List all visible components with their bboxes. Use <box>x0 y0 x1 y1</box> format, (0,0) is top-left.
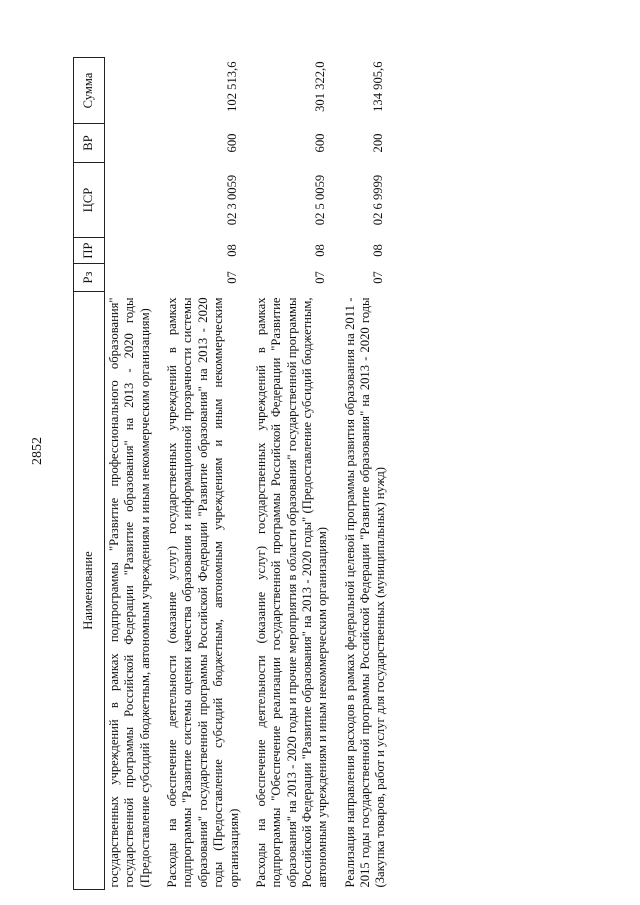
header-pr: ПР <box>74 238 105 264</box>
table-row <box>337 58 395 890</box>
header-csr: ЦСР <box>74 163 105 238</box>
row-rz: 07 <box>313 271 328 284</box>
header-name: Наименование <box>74 292 105 890</box>
table-row <box>248 58 337 890</box>
row-name: Расходы на обеспечение деятельности (оказание услуг) государственных учреждений в рамках подпрограммы "Обеспечение реализации государственной программы Российской Федерации "Развитие образования" на 2013 - 2020 годы и прочие мероприятия в области образования" государственной программы Российской Федерации "Развитие образования" на 2013 - 2020 годы" (Предоставление субсидий бюджетным, автономным учреждениям и иным некоммерческим организациям) <box>253 297 330 888</box>
row-vr: 200 <box>371 133 386 153</box>
row-pr: 08 <box>224 244 239 257</box>
row-sum: 134 905,6 <box>371 61 386 112</box>
header-sum: Сумма <box>74 58 105 124</box>
rotated-page-content <box>73 58 580 890</box>
row-sum: 102 513,6 <box>224 61 239 112</box>
row-pr: 08 <box>313 244 328 257</box>
row-csr: 02 3 0059 <box>224 174 239 226</box>
table-header-row <box>74 58 105 890</box>
row-pr <box>105 238 160 264</box>
row-vr <box>105 124 160 163</box>
row-rz <box>105 264 160 292</box>
header-vr: ВР <box>74 124 105 163</box>
table-row <box>159 58 248 890</box>
page-number: 2852 <box>30 437 45 465</box>
row-rz: 07 <box>371 271 386 284</box>
header-rz: Рз <box>74 264 105 292</box>
row-sum: 301 322,0 <box>313 61 328 112</box>
row-name: Расходы на обеспечение деятельности (оказание услуг) государственных учреждений в рамках подпрограммы "Развитие системы оценки качества образования и информационной прозрачности системы образования" государственной программы Российской Федерации "Развитие образования" на 2013 - 2020 годы (Предоставление субсидий бюджетным, автономным учреждениям и иным некоммерческим организациям) <box>165 297 241 888</box>
row-vr: 600 <box>224 133 239 153</box>
row-name: Реализация направления расходов в рамках федеральной целевой программы развития образования на 2011 - 2015 годы государственной программы Российской Федерации "Развитие образования" на 2013 - 2020 годы (Закупка товаров, работ и услуг для государственных (муниципальных) нужд) <box>342 297 388 888</box>
row-name: государственных учреждений в рамках подпрограммы "Развитие профессионального образования" государственной программы Российской Федерации "Развитие образования" на 2013 - 2020 годы (Предоставление субсидий бюджетным, автономным учреждениям и иным некоммерческим организациям) <box>107 297 152 888</box>
row-csr: 02 5 0059 <box>313 174 328 226</box>
row-pr: 08 <box>371 244 386 257</box>
row-csr: 02 6 9999 <box>371 174 386 226</box>
table-row <box>105 58 160 890</box>
row-csr <box>105 163 160 238</box>
row-vr: 600 <box>313 133 328 153</box>
row-sum <box>105 58 160 124</box>
budget-table <box>73 57 395 890</box>
row-rz: 07 <box>224 271 239 284</box>
